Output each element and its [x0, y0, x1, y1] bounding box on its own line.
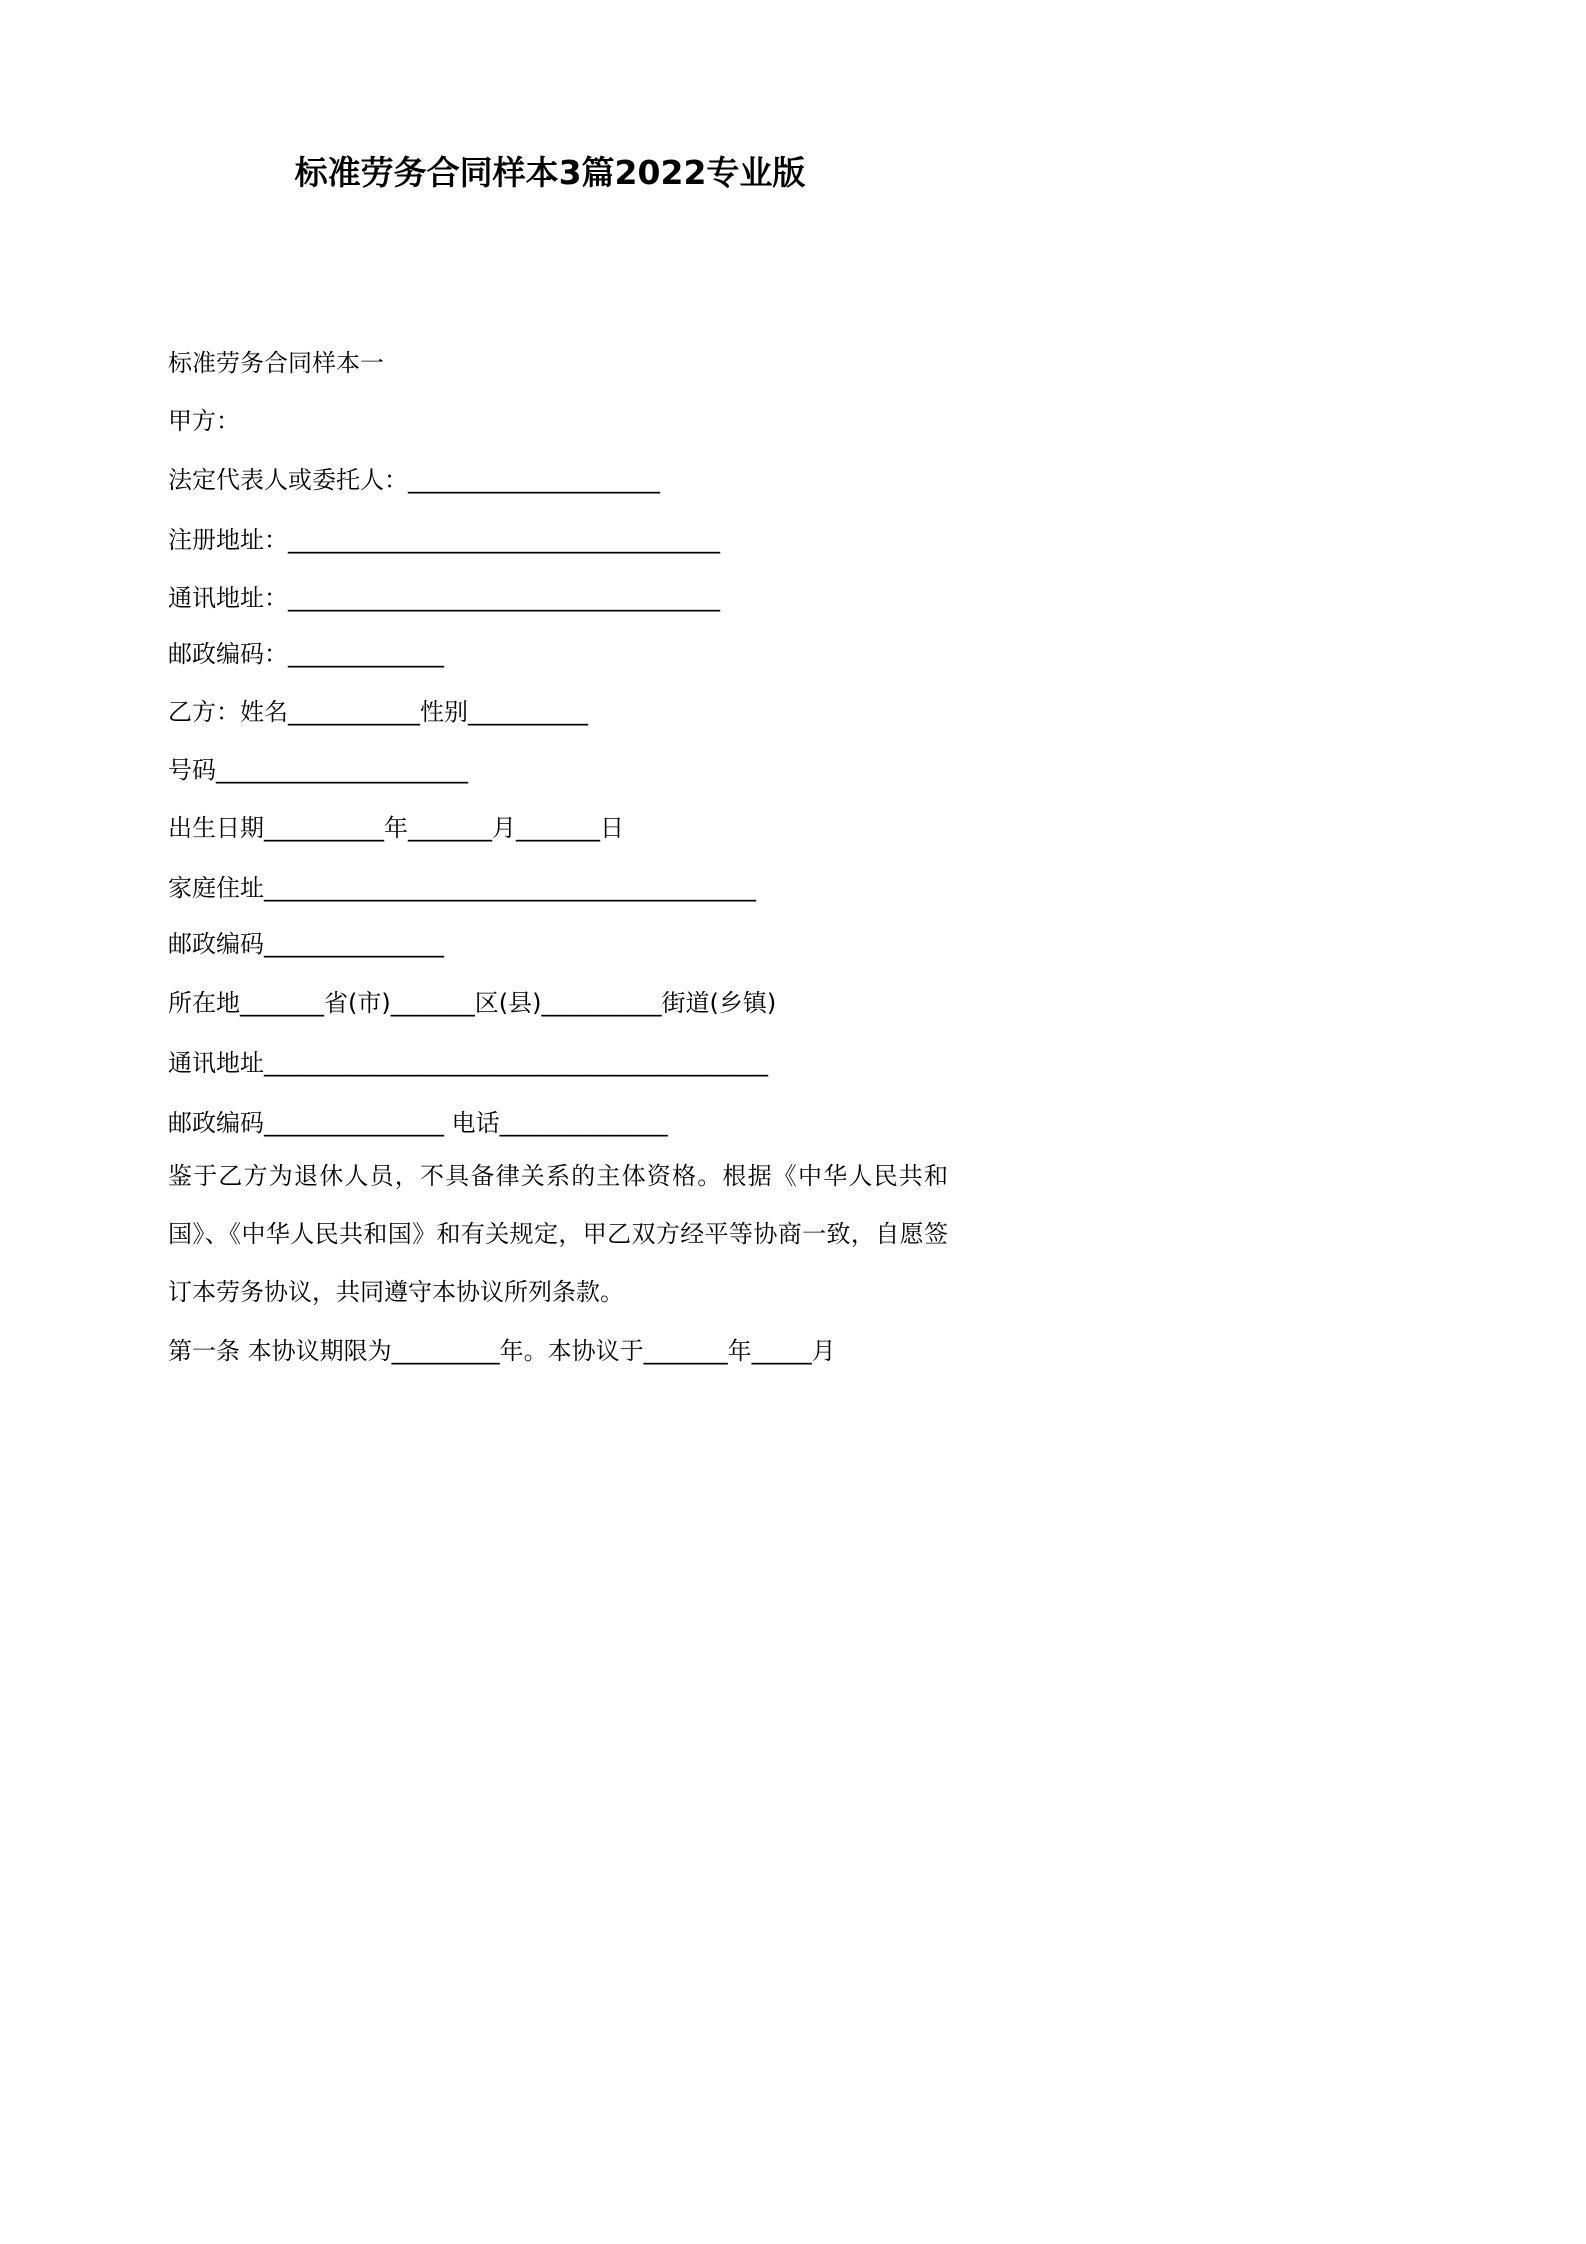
document-title: 标准劳务合同样本3篇2022专业版: [294, 153, 806, 192]
legal-representative-field: 法定代表人或委托人：_____________________: [168, 466, 660, 494]
party-a-label: 甲方：: [168, 407, 240, 435]
party-b-name-gender-field: 乙方：姓名___________性别__________: [168, 698, 588, 726]
article-1-term: 第一条 本协议期限为_________年。本协议于_______年_____月: [168, 1337, 836, 1365]
postal-code-phone-field: 邮政编码_______________ 电话______________: [168, 1109, 668, 1137]
party-b-postal-code-field: 邮政编码_______________: [168, 930, 444, 958]
home-address-field: 家庭住址_________________________________________: [168, 874, 756, 902]
registered-address-field: 注册地址：____________________________________: [168, 526, 720, 554]
location-field: 所在地_______省(市)_______区(县)__________街道(乡镇): [168, 989, 777, 1017]
document-page: [0, 0, 1100, 1556]
postal-code-field: 邮政编码：_____________: [168, 640, 444, 668]
preamble-paragraph: 鉴于乙方为退休人员，不具备律关系的主体资格。根据《中华人民共和国》、《中华人民共和国》和有关规定，甲乙双方经平等协商一致，自愿签订本劳务协议，共同遵守本协议所列条款。: [168, 1162, 948, 1306]
party-b-mailing-address-field: 通讯地址__________________________________________: [168, 1049, 768, 1077]
birth-date-field: 出生日期__________年_______月_______日: [168, 814, 624, 842]
id-number-field: 号码_____________________: [168, 756, 468, 784]
mailing-address-field: 通讯地址：____________________________________: [168, 584, 720, 612]
section-heading: 标准劳务合同样本一: [168, 349, 384, 377]
